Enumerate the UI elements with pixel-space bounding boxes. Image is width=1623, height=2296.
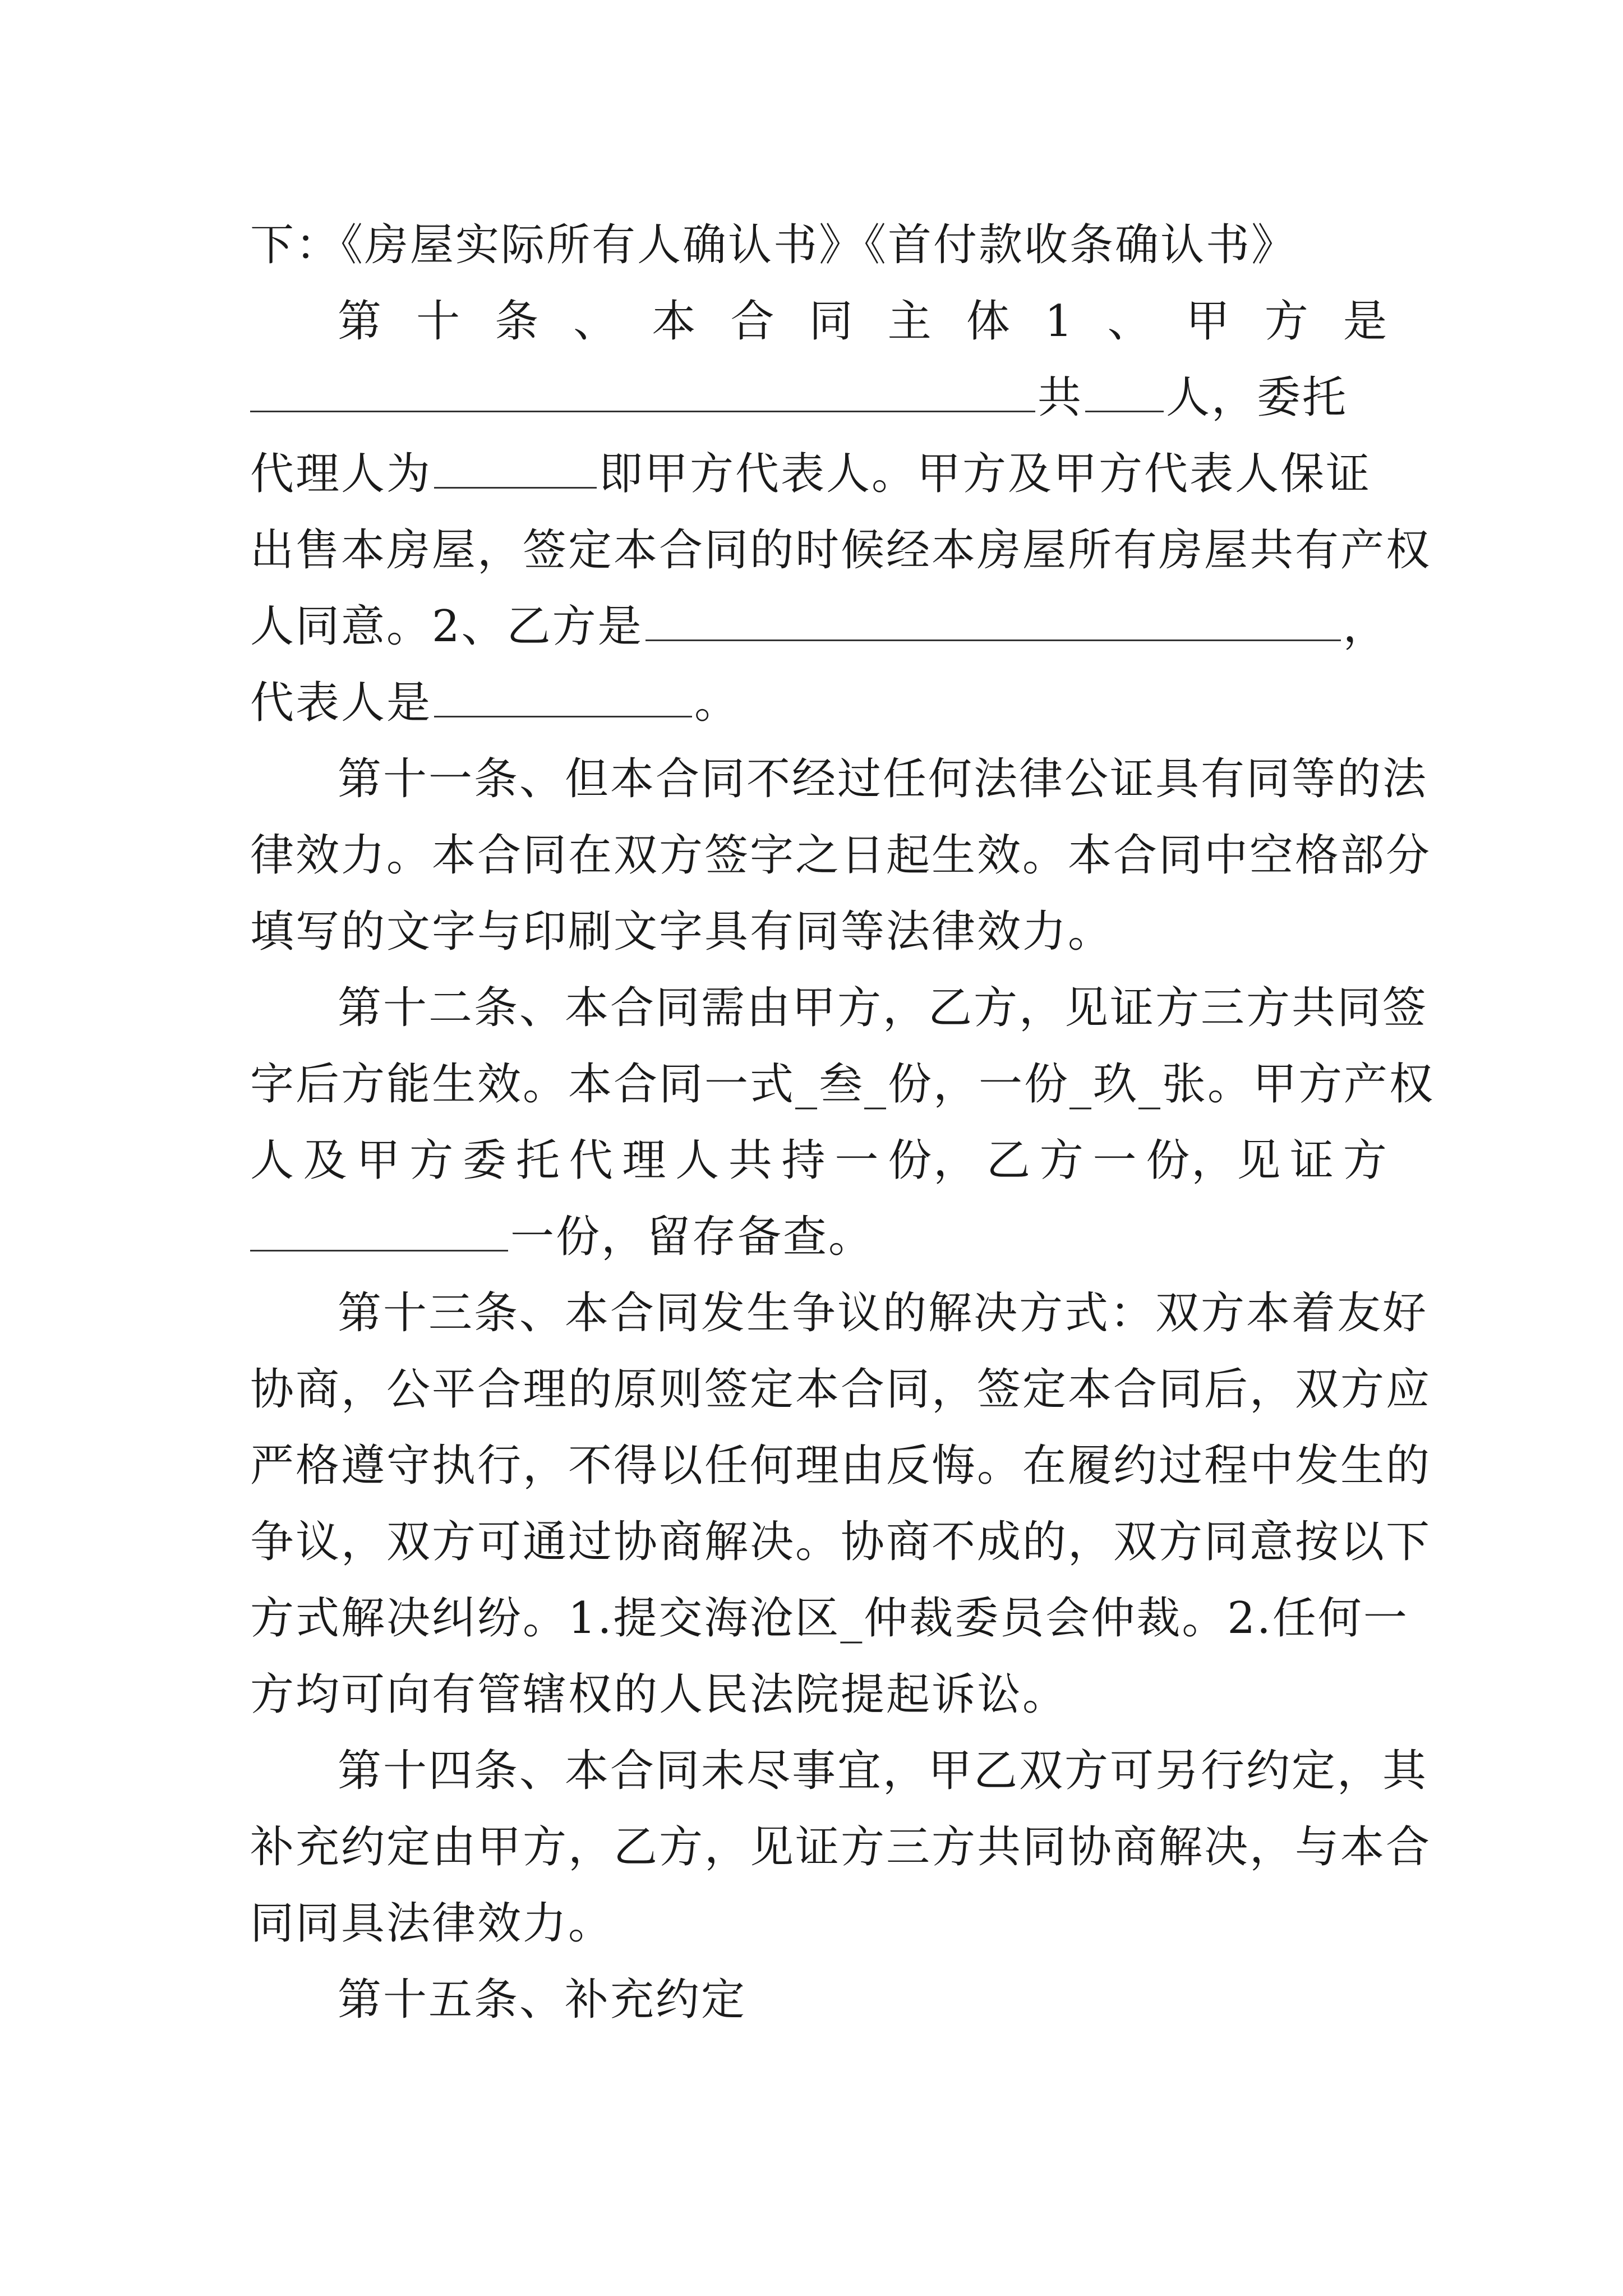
- line-text: 字后方能生效。本合同一式_叁_份，一份_玖_张。甲方产权: [250, 1059, 1435, 1110]
- text-line: [250, 1579, 1409, 1658]
- line-text: 人同意。2、乙方是: [250, 601, 643, 652]
- line-text: 严格遵守执行，不得以任何理由反悔。在履约过程中发生的: [250, 1441, 1432, 1491]
- line-char: 托: [515, 1135, 561, 1186]
- article-12-justified-line: [250, 1121, 1389, 1200]
- text-line: [250, 1503, 1432, 1581]
- line-char: 十: [416, 296, 462, 347]
- line-text: 出售本房屋，签定本合同的时候经本房屋所有房屋共有产权: [250, 525, 1432, 576]
- line-text: 方均可向有管辖权的人民法院提起诉讼。: [250, 1669, 1068, 1720]
- text-line: [250, 511, 1432, 590]
- line-text: 补充约定由甲方，乙方，见证方三方共同协商解决，与本合: [250, 1822, 1432, 1872]
- blank-field[interactable]: [1085, 371, 1164, 412]
- text-line: [250, 1655, 1389, 1734]
- line-text: 第十二条、本合同需由甲方，乙方，见证方三方共同签: [338, 983, 1428, 1033]
- line-char: 代: [569, 1135, 615, 1186]
- line-char: 、: [573, 296, 619, 347]
- line-char: 人: [675, 1135, 721, 1186]
- line-char: 主: [887, 296, 933, 347]
- text-line: [250, 1808, 1432, 1887]
- text-line: [250, 358, 1389, 437]
- line-char: 是: [1343, 296, 1389, 347]
- text-line: [250, 969, 1428, 1047]
- line-text: 第十一条、但本合同不经过任何法律公证具有同等的法: [338, 754, 1428, 804]
- text-line: [250, 1732, 1428, 1810]
- line-char: 持: [781, 1135, 827, 1186]
- line-text: 。: [694, 678, 740, 728]
- text-line: [250, 664, 1389, 742]
- text-line: [250, 1884, 1389, 1963]
- text-line: [250, 1045, 1435, 1124]
- line-char: 甲: [356, 1135, 402, 1186]
- line-char: 证: [1290, 1135, 1336, 1186]
- blank-field[interactable]: [434, 677, 692, 717]
- text-line: [250, 1961, 1389, 2039]
- document-page: [250, 0, 1435, 2296]
- line-char: 共: [728, 1135, 774, 1186]
- line-text: 代理人为: [250, 449, 432, 499]
- line-char: 份，见: [1146, 1135, 1283, 1186]
- line-char: 方: [1343, 1135, 1389, 1186]
- line-text: 填写的文字与印刷文字具有同等法律效力。: [250, 907, 1114, 957]
- text-line: [250, 1274, 1428, 1352]
- line-text: 争议，双方可通过协商解决。协商不成的，双方同意按以下: [250, 1517, 1432, 1567]
- line-char: 本: [652, 296, 698, 347]
- line-text: 第十三条、本合同发生争议的解决方式：双方本着友好: [338, 1288, 1428, 1338]
- line-char: 甲: [1186, 296, 1232, 347]
- line-text: 协商，公平合理的原则签定本合同，签定本合同后，双方应: [250, 1364, 1432, 1415]
- line-char: 理: [622, 1135, 668, 1186]
- line-char: 方: [1039, 1135, 1085, 1186]
- line-text: 第十四条、本合同未尽事宜，甲乙双方可另行约定，其: [338, 1746, 1428, 1796]
- text-line: [250, 1350, 1432, 1429]
- line-text: 同同具法律效力。: [250, 1898, 614, 1949]
- line-char: 体: [966, 296, 1012, 347]
- text-line: [250, 435, 1389, 513]
- line-char: 一: [1092, 1135, 1138, 1186]
- line-text: 下：《房屋实际所有人确认书》《首付款收条确认书》: [250, 220, 1297, 270]
- line-char: 1: [1044, 296, 1075, 347]
- text-line: [250, 740, 1428, 818]
- line-text: 即甲方代表人。甲方及甲方代表人保证: [599, 449, 1372, 499]
- line-char: 同: [809, 296, 855, 347]
- line-text: 律效力。本合同在双方签字之日起生效。本合同中空格部分: [250, 830, 1432, 881]
- article-10-heading-line: [250, 282, 1389, 361]
- line-char: 方: [1264, 296, 1310, 347]
- line-char: 、: [1107, 296, 1153, 347]
- line-text: 一份，留存备查。: [510, 1212, 874, 1262]
- line-char: 第: [338, 296, 384, 347]
- text-line: [250, 1427, 1432, 1505]
- text-line: [250, 816, 1432, 895]
- blank-field[interactable]: [250, 1211, 508, 1251]
- text-line: [250, 1198, 1389, 1276]
- line-char: 乙: [986, 1135, 1032, 1186]
- line-char: 人: [250, 1135, 296, 1186]
- text-line: [250, 587, 1389, 666]
- line-char: 一: [834, 1135, 880, 1186]
- blank-field[interactable]: [645, 600, 1341, 641]
- line-char: 条: [495, 296, 541, 347]
- line-char: 份，: [888, 1135, 979, 1186]
- line-char: 及: [303, 1135, 349, 1186]
- line-text: 方式解决纠纷。1.提交海沧区_仲裁委员会仲裁。2.任何一: [250, 1593, 1409, 1644]
- line-text: 代表人是: [250, 678, 432, 728]
- text-line: [250, 892, 1389, 971]
- line-text: 共: [1038, 372, 1083, 423]
- text-line: [250, 206, 1389, 284]
- line-text: 第十五条、补充约定: [338, 1975, 747, 2025]
- blank-field[interactable]: [250, 371, 1035, 412]
- line-char: 委: [463, 1135, 509, 1186]
- line-char: 合: [730, 296, 776, 347]
- line-char: 方: [409, 1135, 455, 1186]
- blank-field[interactable]: [434, 448, 597, 489]
- line-text: 人，委托: [1166, 372, 1348, 423]
- line-text: ，: [1343, 601, 1389, 652]
